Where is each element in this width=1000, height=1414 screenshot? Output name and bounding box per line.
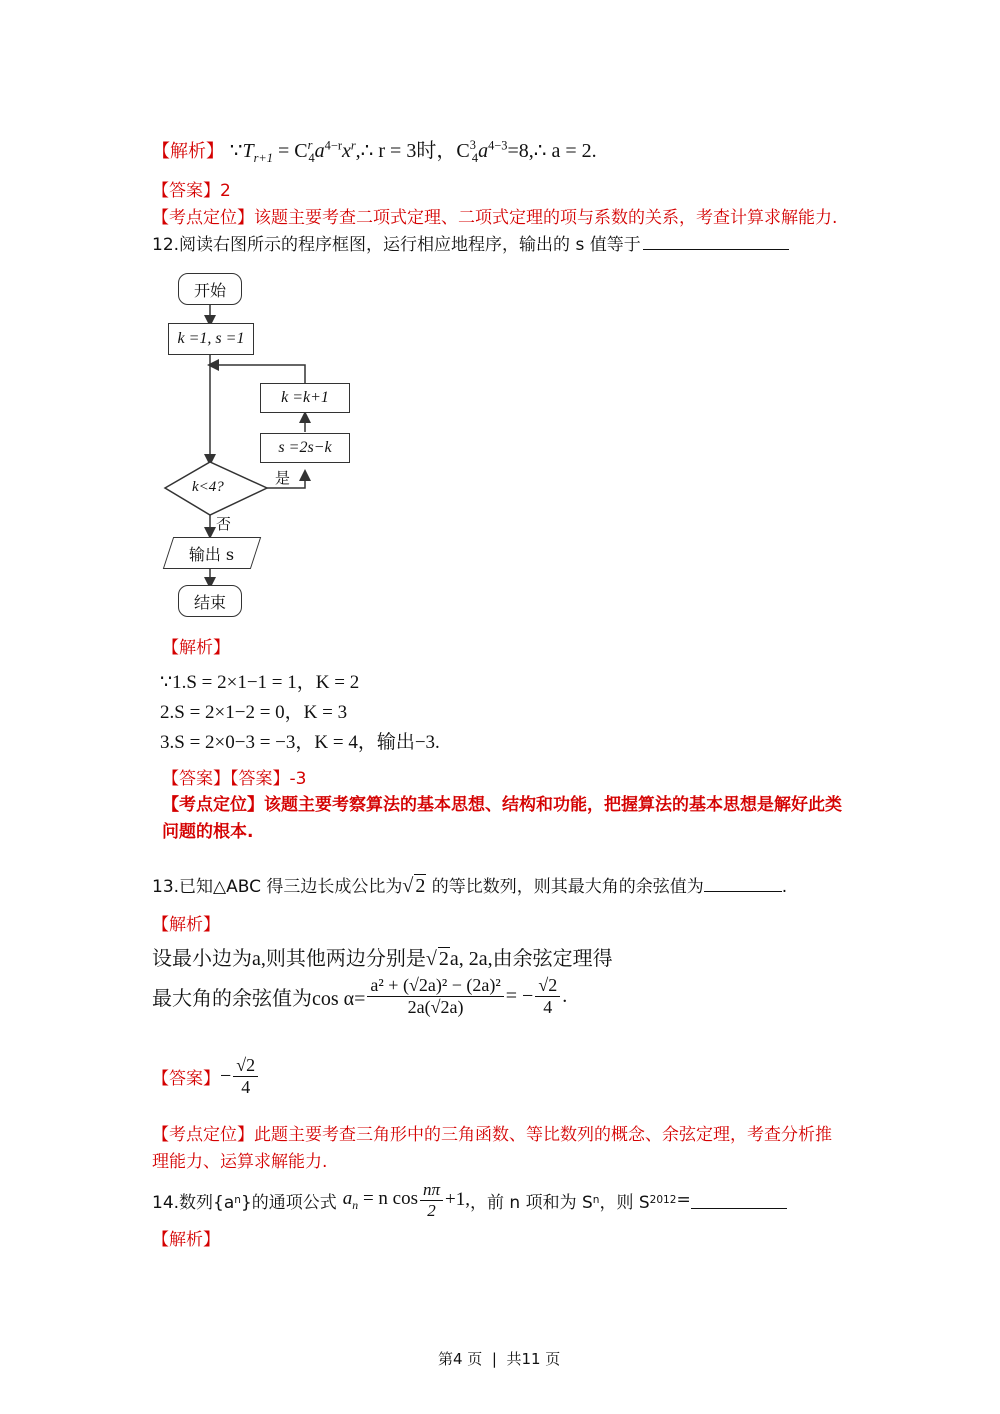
- q13-kdw-line2: 理能力、运算求解能力.: [152, 1152, 328, 1172]
- q14-jiexi-label: 【解析】: [152, 1230, 220, 1250]
- q12-step-2: 2.S = 2×1−2 = 0，K = 3: [160, 702, 348, 723]
- q11-kdw-line: [152, 203, 837, 228]
- q13-answer-line: 【答案】 − $\frac{√2}{4}$: [152, 1055, 260, 1097]
- flowchart-update-s: s =2s−k: [260, 433, 350, 463]
- flowchart-update-k: k =k+1: [260, 383, 350, 413]
- q14-question: 14.数列{a n }的通项公式 $a_n = n$ cos $\frac{n\pi}{2}$ +1, ，前 n 项和为 S n ，则 S 2012 =: [152, 1180, 787, 1220]
- q13-question: 13.已知△ABC 得三边长成公比为√ 2 的等比数列，则其最大角的余弦值为 .: [152, 875, 788, 897]
- q13-answer-label: 【答案】: [152, 1068, 220, 1089]
- flowchart: [160, 265, 332, 625]
- q12-step-1: ∵1.S = 2×1−1 = 1，K = 2: [160, 672, 360, 693]
- flowchart-init: k =1, s =1: [168, 323, 254, 355]
- q12-answer-blank[interactable]: [643, 233, 789, 250]
- q11-solution-line: [152, 134, 597, 166]
- q12-kdw-line1: 【考点定位】该题主要考察算法的基本思想、结构和功能，把握算法的基本思想是解好此类: [162, 795, 842, 815]
- q12-answer-label: 【答案】【答案】: [162, 769, 290, 789]
- q13-kdw-label: 【考点定位】: [152, 1125, 254, 1145]
- q13-solution-line2: 最大角的余弦值为cos α= $\frac{\text{a² + (√2a)² − (2a)²}}{2a(√2a)}$ = − $\frac{√2}{4}$ .: [152, 975, 568, 1017]
- q12-question: 12.阅读右图所示的程序框图，运行相应地程序，输出的 s 值等于: [152, 230, 789, 255]
- q12-kdw-label: 【考点定位】: [162, 795, 264, 815]
- flowchart-output: 输出 s: [163, 537, 261, 569]
- q11-answer-value: 2: [220, 181, 231, 201]
- q13-kdw-line1: 【考点定位】此题主要考查三角形中的三角函数、等比数列的概念、余弦定理，考查分析推: [152, 1125, 832, 1145]
- q13-jiexi-label: 【解析】: [152, 915, 220, 935]
- q11-jiexi-label: 【解析】: [152, 141, 224, 162]
- flowchart-start: 开始: [178, 273, 242, 305]
- q13-answer-blank[interactable]: [704, 875, 782, 892]
- flowchart-no-label: 否: [216, 515, 232, 533]
- q12-answer-value: -3: [289, 769, 307, 789]
- q12-jiexi-label: 【解析】: [162, 638, 230, 658]
- q12-step-3: 3.S = 2×0−3 = −3，K = 4，输出−3.: [160, 732, 440, 753]
- q12-kdw-line2: 问题的根本.: [162, 822, 254, 842]
- q11-formula: $\because T_{r+1}$ = $C^r_4a^{4-r}x^r,\therefore$ r = 3时，$C^3_4a^{4-3}=8,\therefore$ a = 2.: [229, 138, 597, 165]
- page-footer: 第4 页 | 共11 页: [438, 1350, 561, 1368]
- flowchart-condition: k<4?: [192, 479, 224, 495]
- flowchart-yes-label: 是: [275, 469, 291, 487]
- q13-solution-line1: 设最小边为a,则其他两边分别是√ 2a, 2a,由余弦定理得: [152, 948, 613, 970]
- flowchart-end: 结束: [178, 585, 242, 617]
- q11-answer-label: 【答案】: [152, 181, 220, 201]
- q11-answer-line: [152, 176, 231, 201]
- q11-kdw-text: 该题主要考查二项式定理、二项式定理的项与系数的关系，考查计算求解能力.: [254, 208, 838, 228]
- q11-kdw-label: 【考点定位】: [152, 208, 254, 228]
- q14-answer-blank[interactable]: [691, 1192, 787, 1209]
- q12-answer-line: [162, 764, 306, 789]
